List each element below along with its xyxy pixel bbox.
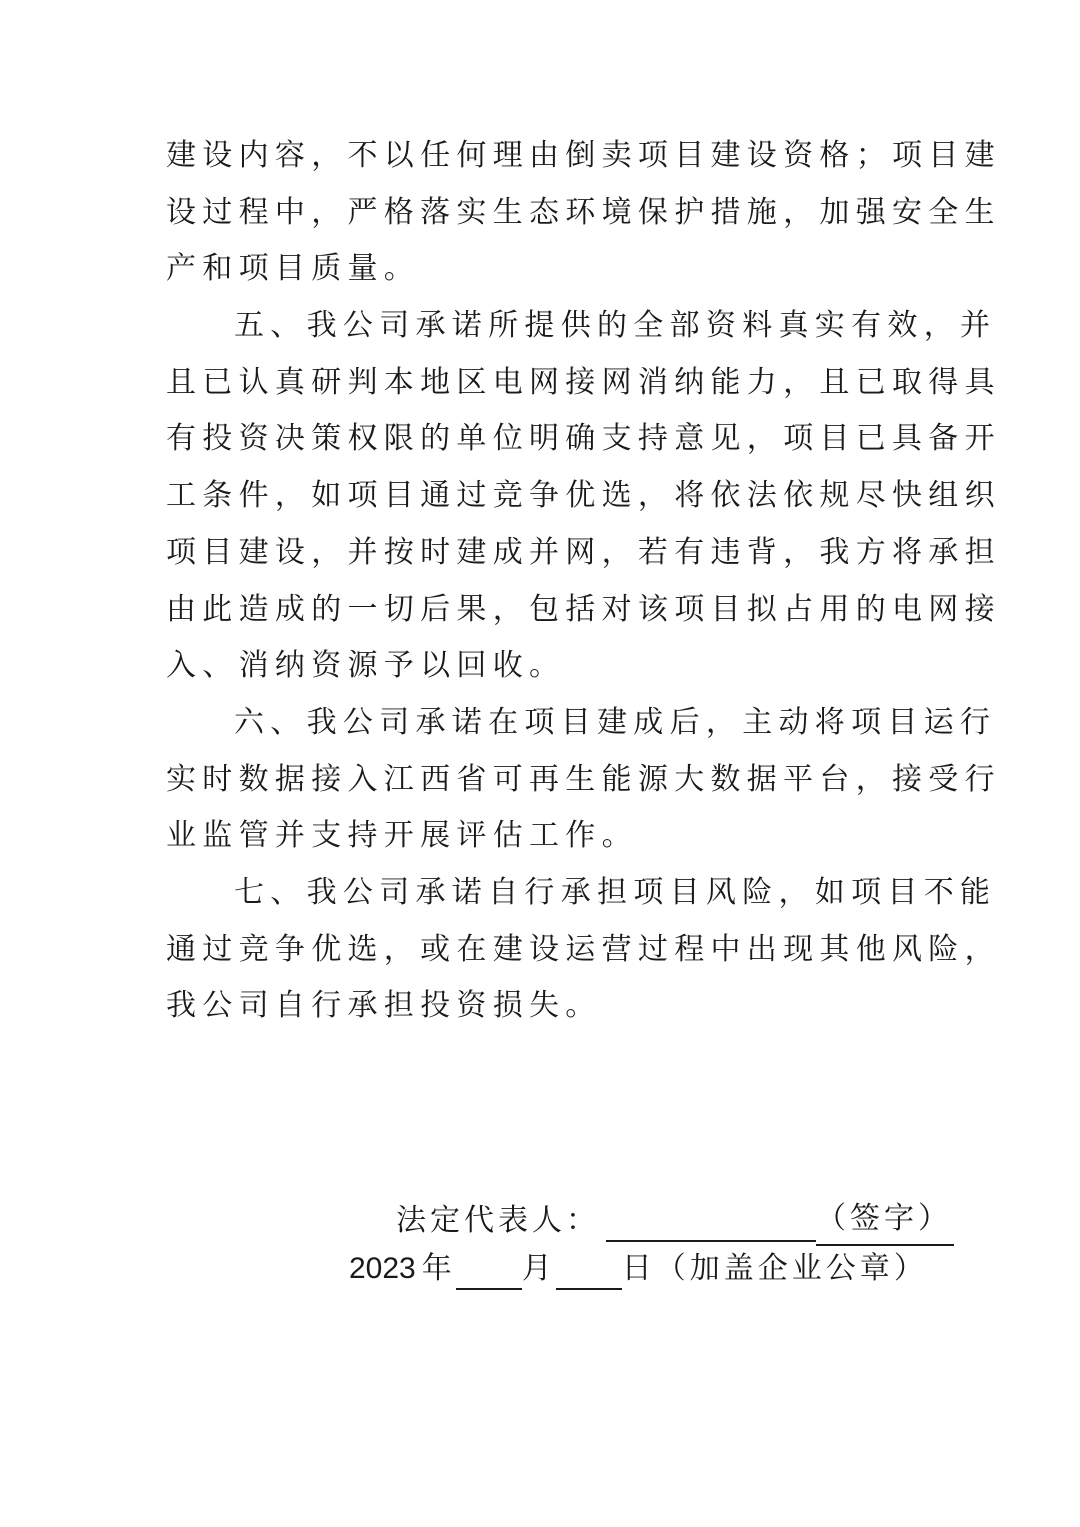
- text-line: 五、我公司承诺所提供的全部资料真实有效，并: [234, 308, 997, 344]
- text-line: 且已认真研判本地区电网接网消纳能力，且已取得具: [166, 364, 1001, 400]
- commitment-body: [166, 128, 1001, 1035]
- text-line: 七、我公司承诺自行承担项目风险，如项目不能: [234, 874, 997, 910]
- signature-suffix: （签字）: [816, 1194, 954, 1246]
- legal-representative-label: 法定代表人：: [396, 1203, 600, 1238]
- signature-blank: [606, 1200, 816, 1242]
- year-char: 年: [421, 1251, 456, 1286]
- year-value: 2023: [349, 1252, 416, 1285]
- month-blank: [456, 1248, 522, 1290]
- text-line: 实时数据接入江西省可再生能源大数据平台，接受行: [166, 761, 1001, 797]
- legal-representative-row: [396, 1196, 954, 1246]
- text-line: 产和项目质量。: [166, 251, 421, 287]
- text-line: 六、我公司承诺在项目建成后，主动将项目运行: [234, 704, 997, 740]
- text-line: 通过竞争优选，或在建设运营过程中出现其他风险，: [166, 931, 1001, 967]
- text-line: 业监管并支持开展评估工作。: [166, 818, 638, 854]
- seal-note: （加盖企业公章）: [655, 1251, 928, 1286]
- text-line: 有投资决策权限的单位明确支持意见，项目已具备开: [166, 421, 1001, 457]
- text-line: 入、消纳资源予以回收。: [166, 648, 566, 684]
- text-line: 工条件，如项目通过竞争优选，将依法依规尽快组织: [166, 478, 1001, 514]
- text-line: 由此造成的一切后果，包括对该项目拟占用的电网接: [166, 591, 1001, 627]
- text-line: 我公司自行承担投资损失。: [166, 988, 602, 1024]
- day-blank: [556, 1248, 622, 1290]
- text-line: 建设内容，不以任何理由倒卖项目建设资格；项目建: [166, 138, 1001, 173]
- month-char: 月: [521, 1251, 556, 1286]
- date-row: [349, 1244, 928, 1294]
- day-char: 日: [621, 1251, 656, 1286]
- text-line: 项目建设，并按时建成并网，若有违背，我方将承担: [166, 534, 1001, 570]
- text-line: 设过程中，严格落实生态环境保护措施，加强安全生: [166, 194, 1001, 230]
